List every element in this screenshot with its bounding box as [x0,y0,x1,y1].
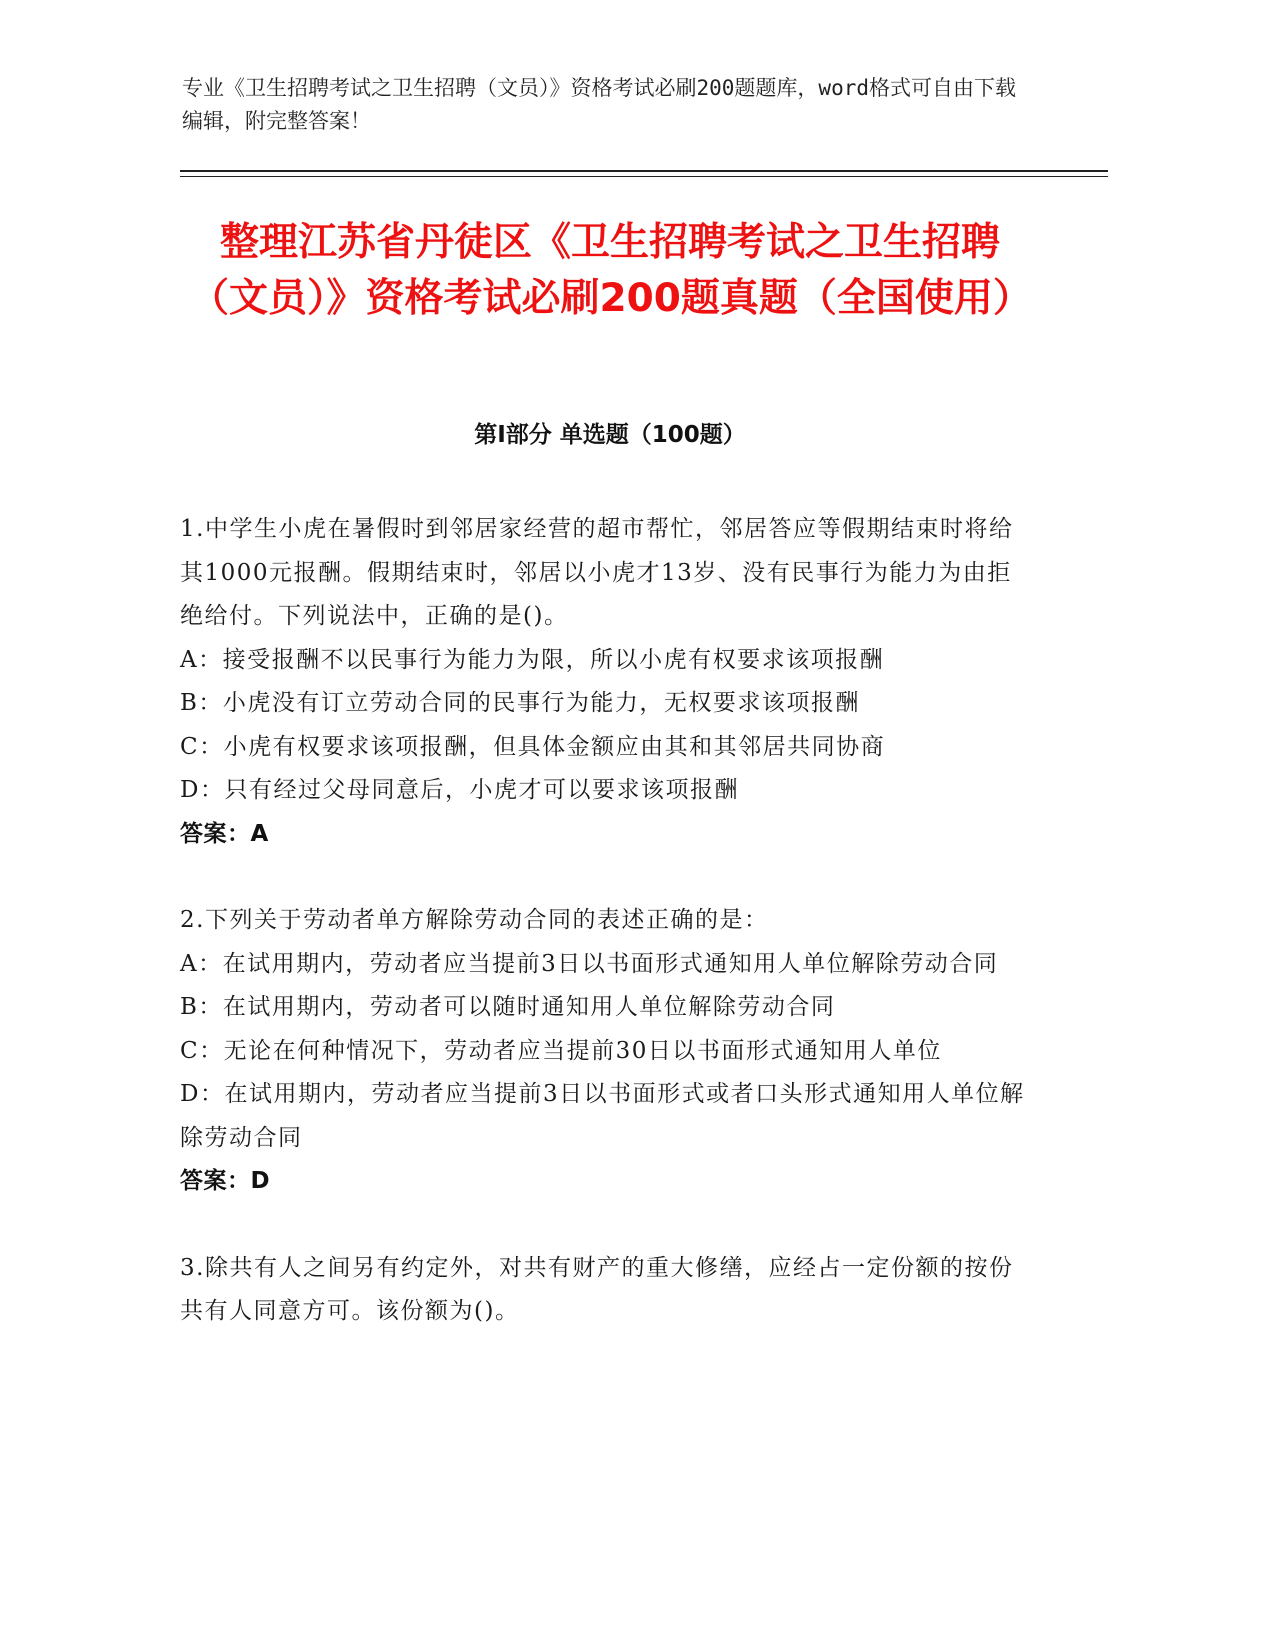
option-b: B：在试用期内，劳动者可以随时通知用人单位解除劳动合同 [180,994,836,1020]
question-stem: 2.下列关于劳动者单方解除劳动合同的表述正确的是： [180,907,769,933]
option-b: B：小虎没有订立劳动合同的民事行为能力，无权要求该项报酬 [180,690,860,716]
option-c: C：无论在何种情况下，劳动者应当提前30日以书面形式通知用人单位 [180,1037,942,1064]
header-divider-thick [180,170,1108,172]
question-2 [180,899,1030,1204]
answer-label: 答案：A [180,820,269,847]
answer-label: 答案：D [180,1168,271,1194]
question-list [180,508,1030,1334]
document-title: 整理江苏省丹徒区《卫生招聘考试之卫生招聘（文员）》资格考试必刷200题真题（全国使用） [190,220,1032,321]
option-d: D：只有经过父母同意后，小虎才可以要求该项报酬 [180,777,739,803]
option-a: A：在试用期内，劳动者应当提前3日以书面形式通知用人单位解除劳动合同 [180,950,999,977]
header-divider-thin [180,176,1108,177]
question-1 [180,508,1030,856]
option-c: C：小虎有权要求该项报酬，但具体金额应由其和其邻居共同协商 [180,733,886,760]
option-a: A：接受报酬不以民事行为能力为限，所以小虎有权要求该项报酬 [180,646,885,673]
section-title: 第Ⅰ部分 单选题（100题） [474,422,746,448]
question-3 [180,1247,1030,1334]
option-d: D：在试用期内，劳动者应当提前3日以书面形式或者口头形式通知用人单位解除劳动合同 [180,1081,1025,1151]
question-stem: 3.除共有人之间另有约定外，对共有财产的重大修缮，应经占一定份额的按份共有人同意方可。该份额为()。 [180,1254,1014,1324]
header-note: 专业《卫生招聘考试之卫生招聘（文员）》资格考试必刷200题题库，word格式可自由下载编辑，附完整答案！ [182,76,1016,133]
question-stem: 1.中学生小虎在暑假时到邻居家经营的超市帮忙，邻居答应等假期结束时将给其1000元报酬。假期结束时，邻居以小虎才13岁、没有民事行为能力为由拒绝给付。下列说法中，正确的是()。 [180,516,1014,629]
